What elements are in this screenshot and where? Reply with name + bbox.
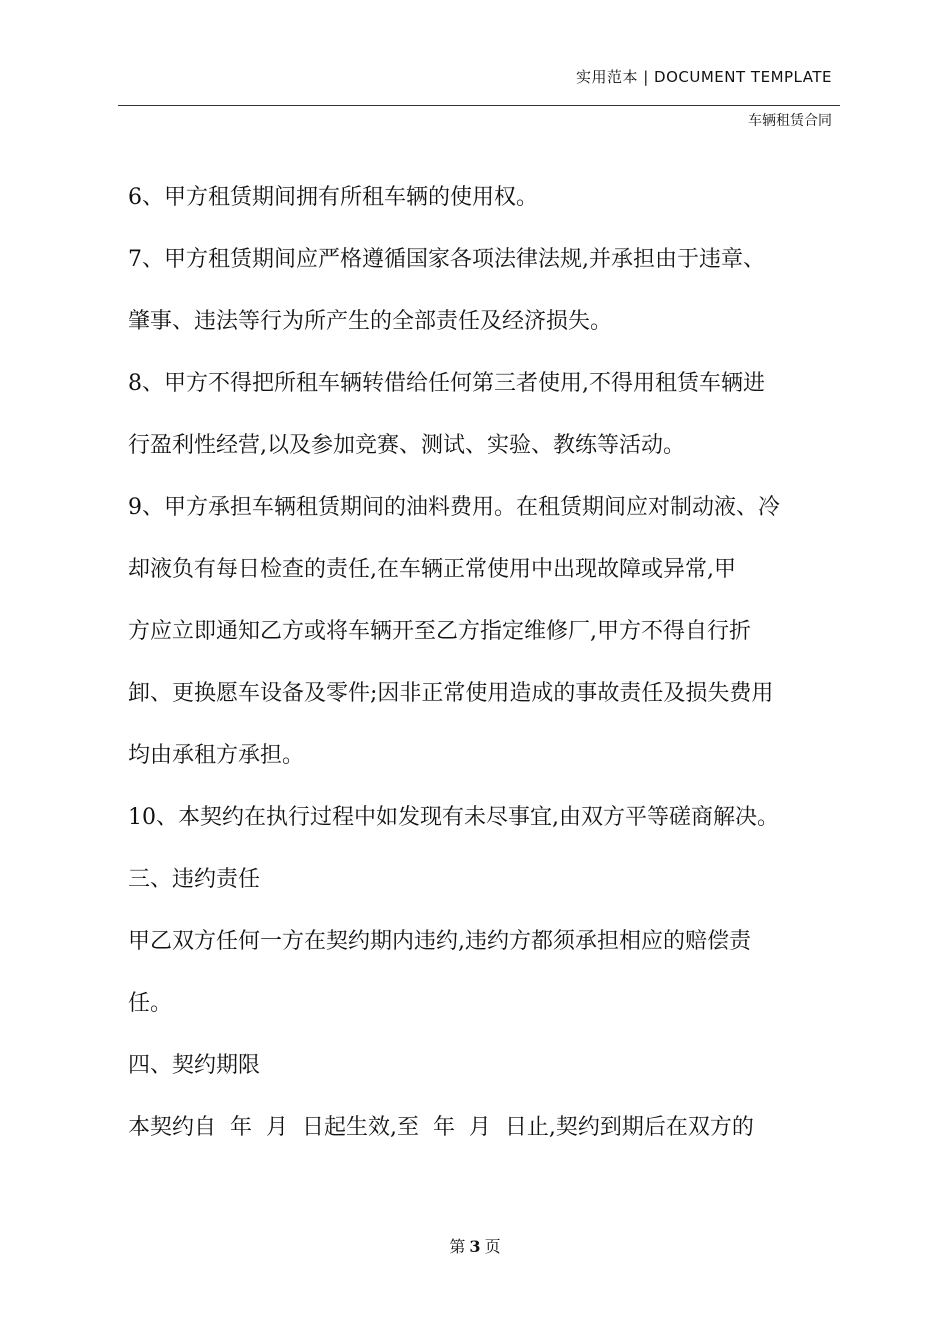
document-title: 车辆租赁合同 bbox=[748, 113, 832, 129]
section-3-heading: 三、违约责任 bbox=[128, 867, 261, 892]
page-number-footer bbox=[0, 1234, 950, 1257]
clause-9-line-4: 卸、更换愿车设备及零件;因非正常使用造成的事故责任及损失费用 bbox=[128, 681, 774, 706]
clause-10-line: 10、本契约在执行过程中如发现有未尽事宜,由双方平等磋商解决。 bbox=[128, 805, 779, 830]
clause-9-line-2: 却液负有每日检查的责任,在车辆正常使用中出现故障或异常,甲 bbox=[128, 557, 736, 582]
breach-line-1: 甲乙双方任何一方在契约期内违约,违约方都须承担相应的赔偿责 bbox=[128, 929, 751, 954]
clause-7-line-2: 肇事、违法等行为所产生的全部责任及经济损失。 bbox=[128, 309, 613, 334]
breach-line-2: 任。 bbox=[128, 991, 173, 1016]
clause-8-line-1: 8、甲方不得把所租车辆转借给任何第三者使用,不得用租赁车辆进 bbox=[128, 371, 765, 396]
header-divider bbox=[118, 105, 840, 106]
clause-8-line-2: 行盈利性经营,以及参加竞赛、测试、实验、教练等活动。 bbox=[128, 433, 685, 458]
page-suffix: 页 bbox=[484, 1237, 501, 1256]
clause-9-line-3: 方应立即通知乙方或将车辆开至乙方指定维修厂,甲方不得自行折 bbox=[128, 619, 751, 644]
section-4-heading: 四、契约期限 bbox=[128, 1053, 261, 1078]
clause-9-line-5: 均由承租方承担。 bbox=[128, 743, 305, 768]
page-number: 3 bbox=[469, 1237, 481, 1256]
page-prefix: 第 bbox=[449, 1237, 466, 1256]
clause-6-line: 6、甲方租赁期间拥有所租车辆的使用权。 bbox=[128, 185, 538, 210]
clause-9-line-1: 9、甲方承担车辆租赁期间的油料费用。在租赁期间应对制动液、冷 bbox=[128, 495, 780, 520]
term-line-1: 本契约自 年 月 日起生效,至 年 月 日止,契约到期后在双方的 bbox=[128, 1115, 754, 1140]
clause-7-line-1: 7、甲方租赁期间应严格遵循国家各项法律法规,并承担由于违章、 bbox=[128, 247, 765, 272]
header-brand: 实用范本 | DOCUMENT TEMPLATE bbox=[575, 68, 832, 86]
